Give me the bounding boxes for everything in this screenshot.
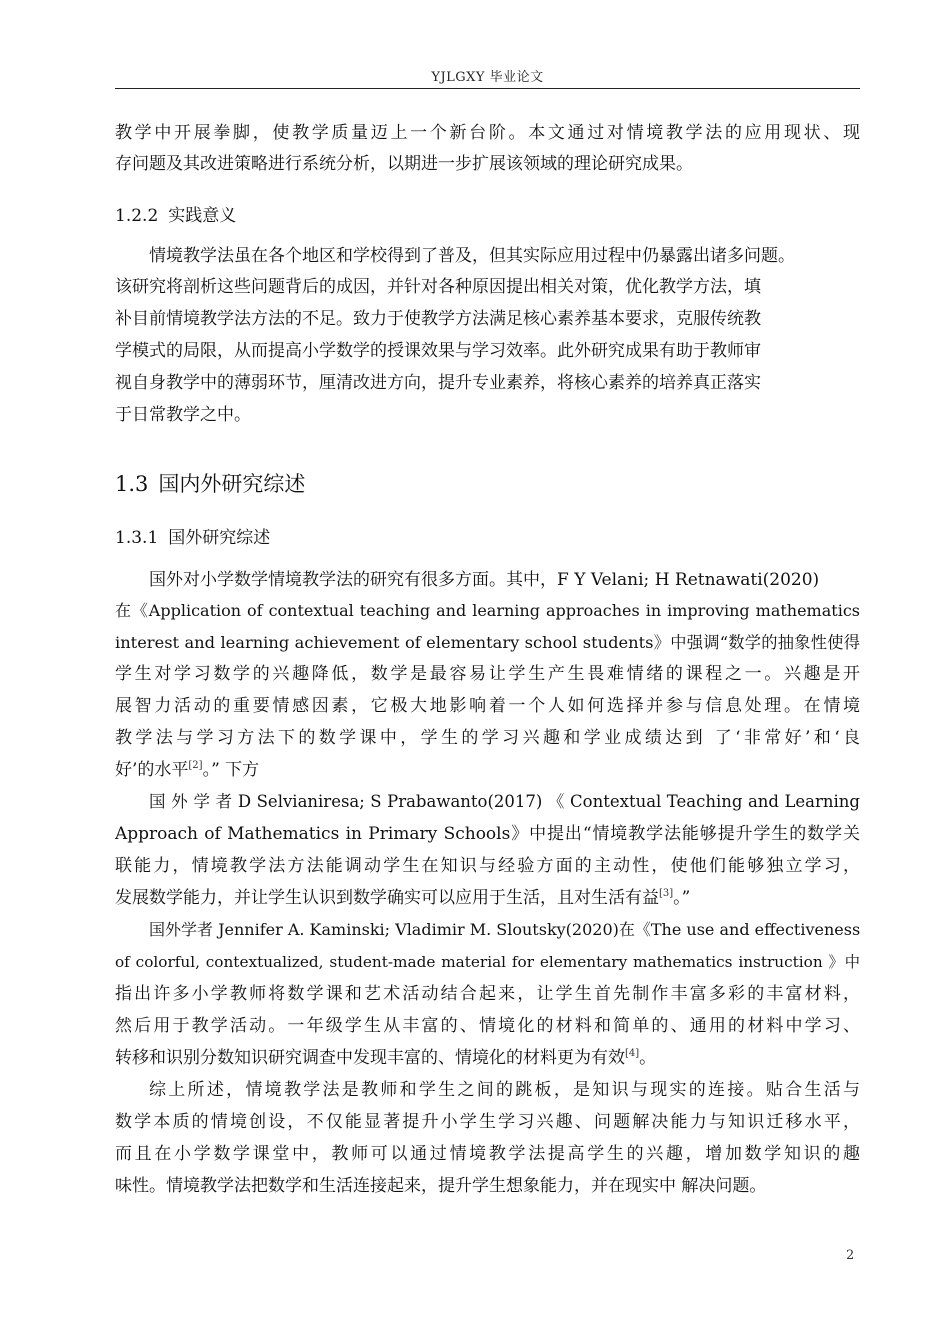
heading-number: 1.3.1	[115, 528, 159, 548]
text-run: 。	[639, 1048, 657, 1068]
paragraph-line	[115, 759, 860, 781]
header-rule	[115, 88, 860, 89]
paragraph-line: 而且在小学数学课堂中，教师可以通过情境教学法提高学生的兴趣，增加数学知识的趣	[115, 1144, 860, 1164]
section-heading-1-3	[115, 473, 860, 495]
paragraph-line: 然后用于教学活动。一年级学生从丰富的、情境化的材料和简单的、通用的材料中学习、	[115, 1016, 860, 1036]
citation-ref[interactable]: [3]	[659, 888, 674, 899]
page-number: 2	[846, 1248, 855, 1263]
section-heading-1-3-1	[115, 527, 860, 549]
paragraph-line	[115, 1047, 860, 1069]
paragraph-line: 国外对小学数学情境教学法的研究有很多方面。其中，F Y Velani; H Retnawati(2020)	[149, 570, 820, 590]
paragraph-line: 味性。情境教学法把数学和生活连接起来，提升学生想象能力，并在现实中 解决问题。	[115, 1176, 767, 1196]
paragraph-line: interest and learning achievement of elementary school students》中强调“数学的抽象性使得	[115, 633, 860, 652]
text-run: 。” 下方	[202, 760, 260, 780]
paragraph-line: 在《Application of contextual teaching and learning approaches in improving mathematics	[115, 601, 860, 620]
heading-text: 国外研究综述	[168, 528, 271, 548]
paragraph-line: 补目前情境教学法方法的不足。致力于使教学方法满足核心素养基本要求，克服传统教	[115, 309, 761, 329]
paragraph-line: 存问题及其改进策略进行系统分析，以期进一步扩展该领域的理论研究成果。	[115, 154, 693, 174]
text-run: 转移和识别分数知识研究调查中发现丰富的、情境化的材料更为有效	[115, 1048, 625, 1068]
paragraph-line: 视自身教学中的薄弱环节，厘清改进方向，提升专业素养，将核心素养的培养真正落实	[115, 373, 761, 393]
paragraph-line: 学生对学习数学的兴趣降低，数学是最容易让学生产生畏难情绪的课程之一。兴趣是开	[115, 664, 860, 684]
paragraph-line: 该研究将剖析这些问题背后的成因，并针对各种原因提出相关对策，优化教学方法，填	[115, 277, 761, 297]
paragraph-line: 教学法与学习方法下的数学课中，学生的学习兴趣和学业成绩达到 了‘非常好’和‘良	[115, 728, 860, 748]
paragraph-line: 学模式的局限，从而提高小学数学的授课效果与学习效率。此外研究成果有助于教师审	[115, 341, 761, 361]
citation-ref[interactable]: [2]	[188, 760, 203, 771]
heading-number: 1.2.2	[115, 206, 159, 226]
paragraph-line	[115, 887, 860, 909]
text-run: 发展数学能力，并让学生认识到数学确实可以应用于生活，且对生活有益	[115, 888, 659, 908]
paragraph-line: 国 外 学 者 D Selvianiresa; S Prabawanto(2017) 《 Contextual Teaching and Learning	[149, 792, 860, 811]
citation-ref[interactable]: [4]	[625, 1048, 640, 1059]
heading-text: 国内外研究综述	[158, 472, 306, 496]
page-header: YJLGXY 毕业论文	[431, 70, 544, 85]
text-run: 。”	[673, 888, 691, 908]
paragraph-line: 国外学者 Jennifer A. Kaminski; Vladimir M. Sloutsky(2020)在《The use and effectiveness	[149, 920, 861, 939]
heading-text: 实践意义	[168, 206, 237, 226]
paragraph-line: Approach of Mathematics in Primary Schools》中提出“情境教学法能够提升学生的数学关	[115, 824, 860, 844]
section-heading-1-2-2	[115, 205, 860, 227]
text-run: 好’的水平	[115, 760, 189, 780]
paragraph-line: 联能力，情境教学法方法能调动学生在知识与经验方面的主动性，使他们能够独立学习，	[115, 856, 860, 876]
paragraph-line: 展智力活动的重要情感因素，它极大地影响着一个人如何选择并参与信息处理。在情境	[115, 696, 860, 716]
paragraph-line: 指出许多小学教师将数学课和艺术活动结合起来，让学生首先制作丰富多彩的丰富材料，	[115, 984, 860, 1004]
paragraph-line: 情境教学法虽在各个地区和学校得到了普及，但其实际应用过程中仍暴露出诸多问题。	[149, 246, 795, 266]
paragraph-line: of colorful, contextualized, student-made material for elementary mathematics instruction 》中	[115, 953, 860, 971]
paragraph-line: 教学中开展拳脚，使教学质量迈上一个新台阶。本文通过对情境教学法的应用现状、现	[115, 123, 860, 143]
paragraph-line: 综上所述，情境教学法是教师和学生之间的跳板，是知识与现实的连接。贴合生活与	[149, 1080, 860, 1100]
paragraph-line: 数学本质的情境创设，不仅能显著提升小学生学习兴趣、问题解决能力与知识迁移水平，	[115, 1112, 860, 1132]
heading-number: 1.3	[115, 472, 149, 496]
paragraph-line: 于日常教学之中。	[115, 405, 251, 425]
